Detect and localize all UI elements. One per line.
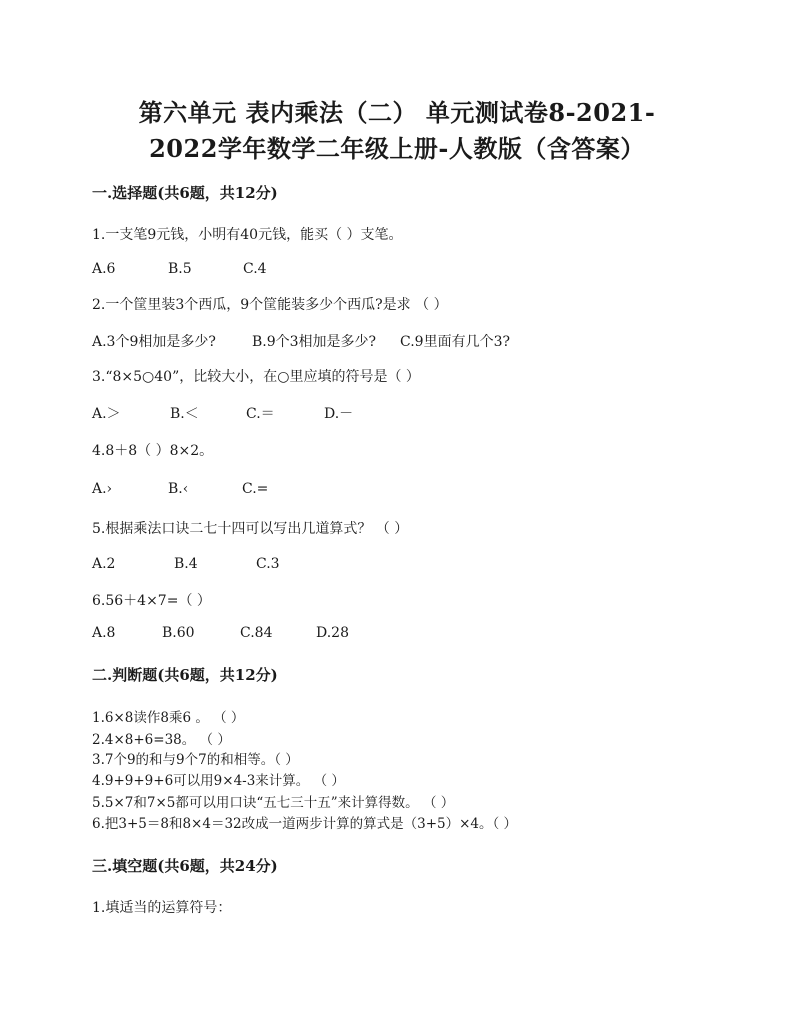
option: D.－ <box>324 406 354 422</box>
option: B.9个3相加是多少? <box>252 334 377 350</box>
option: C.9里面有几个3? <box>400 334 510 350</box>
option: B.60 <box>162 625 195 641</box>
fill-question: 1.填适当的运算符号： <box>92 900 232 916</box>
judge-item: 3.7个9的和与9个7的和相等。（ ） <box>92 752 299 768</box>
option: B.＜ <box>170 406 199 422</box>
section-fill-heading: 三.填空题(共6题，共24分) <box>92 857 278 875</box>
choice-options <box>92 556 692 576</box>
judge-item: 4.9+9+9+6可以用9×4-3来计算。 （ ） <box>92 773 345 789</box>
option: A.2 <box>92 556 116 572</box>
choice-question: 1.一支笔9元钱，小明有40元钱，能买（ ）支笔。 <box>92 227 403 243</box>
option: C.= <box>242 481 269 497</box>
choice-options <box>92 403 692 423</box>
choice-question: 5.根据乘法口诀二七十四可以写出几道算式？ （ ） <box>92 521 409 537</box>
title-line-2: 2022学年数学二年级上册-人教版（含答案） <box>149 134 645 163</box>
section-judge-heading: 二.判断题(共6题，共12分) <box>92 666 278 684</box>
option: D.28 <box>316 625 349 641</box>
title-line-1: 第六单元 表内乘法（二） 单元测试卷8-2021- <box>138 98 656 127</box>
choice-question: 3.“8×5○40”，比较大小，在○里应填的符号是（ ） <box>92 369 420 385</box>
option: A.› <box>92 481 113 497</box>
option: B.4 <box>174 556 198 572</box>
judge-item: 1.6×8读作8乘6 。 （ ） <box>92 710 245 726</box>
option: C.3 <box>256 556 280 572</box>
choice-options <box>92 481 692 501</box>
option: B.‹ <box>168 481 189 497</box>
option: C.＝ <box>246 406 275 422</box>
section-choice-heading: 一.选择题(共6题，共12分) <box>92 184 278 202</box>
choice-question: 4.8＋8（ ）8×2。 <box>92 443 214 459</box>
option: A.6 <box>92 261 116 277</box>
choice-question: 2.一个筐里装3个西瓜，9个筐能装多少个西瓜?是求 （ ） <box>92 297 448 313</box>
option: C.4 <box>243 261 267 277</box>
option: C.84 <box>240 625 273 641</box>
choice-options <box>92 261 692 281</box>
judge-item: 6.把3+5＝8和8×4＝32改成一道两步计算的算式是（3+5）×4。（ ） <box>92 816 518 832</box>
option: A.＞ <box>92 406 121 422</box>
choice-question: 6.56＋4×7=（ ） <box>92 593 211 609</box>
option: B.5 <box>168 261 192 277</box>
option: A.8 <box>92 625 116 641</box>
option: A.3个9相加是多少? <box>92 334 216 350</box>
choice-options <box>92 331 692 351</box>
judge-item: 5.5×7和7×5都可以用口诀“五七三十五”来计算得数。 （ ） <box>92 795 455 811</box>
judge-item: 2.4×8+6=38。 （ ） <box>92 732 231 748</box>
choice-options <box>92 625 692 645</box>
